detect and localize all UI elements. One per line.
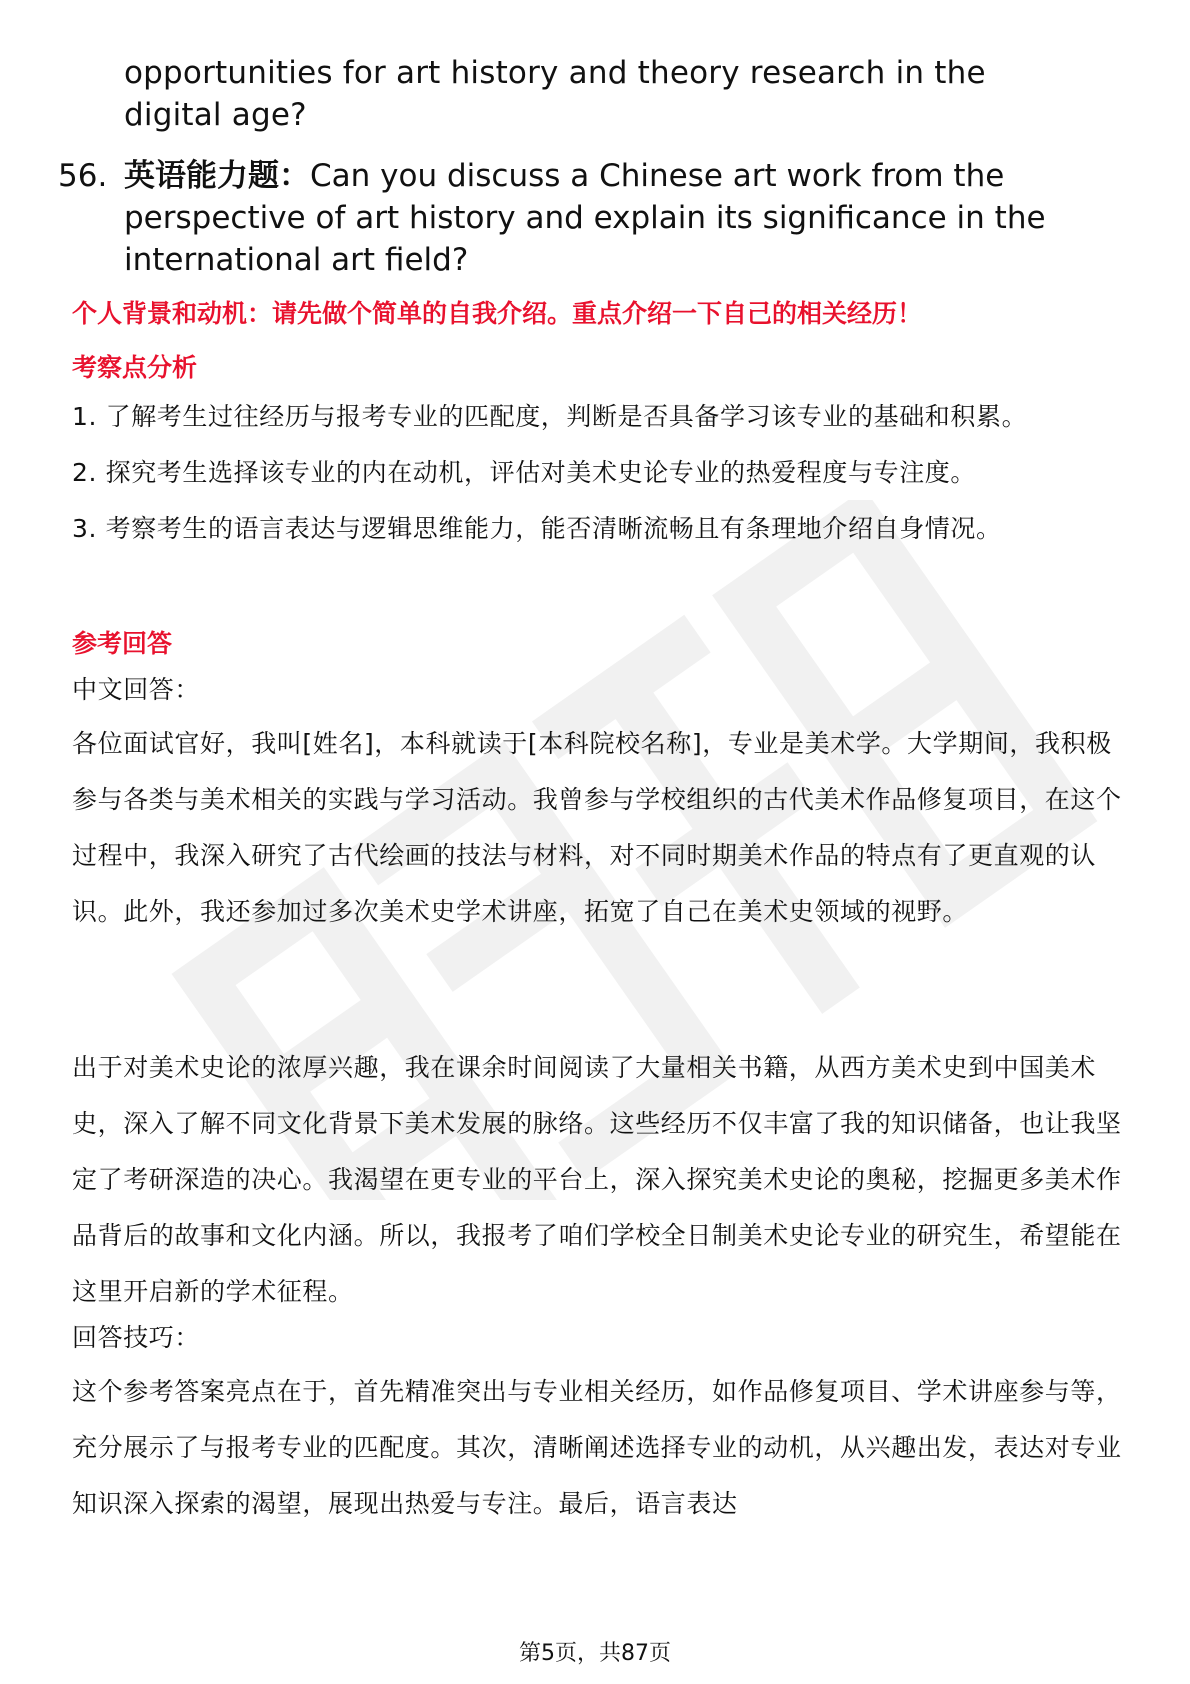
tips-text: 这个参考答案亮点在于，首先精准突出与专业相关经历，如作品修复项目、学术讲座参与等，充分展示了与报考专业的匹配度。其次，清晰阐述选择专业的动机，从兴趣出发，表达对专业知识深入探索的渴望，展现出热爱与专注。最后，语言表达 xyxy=(72,1377,1122,1518)
background-heading: 个人背景和动机：请先做个简单的自我介绍。重点介绍一下自己的相关经历！ xyxy=(72,299,923,328)
question-body: Can you discuss a Chinese art work from the perspective of art history and explain its significance in the international art field? xyxy=(124,158,1046,278)
analysis-heading: 考察点分析 xyxy=(72,353,198,382)
question-56 xyxy=(58,155,1098,281)
analysis-points xyxy=(72,389,1122,557)
analysis-point: 2. 探究考生选择该专业的内在动机，评估对美术史论专业的热爱程度与专注度。 xyxy=(72,458,977,487)
analysis-point: 1. 了解考生过往经历与报考专业的匹配度，判断是否具备学习该专业的基础和积累。 xyxy=(72,402,1028,431)
page-footer: 第5页，共87页 xyxy=(519,1641,671,1666)
chinese-answer-label: 中文回答： xyxy=(72,675,201,704)
question-number: 56. xyxy=(58,158,108,194)
reference-heading: 参考回答 xyxy=(72,629,173,658)
question-text xyxy=(124,155,1084,281)
answer-paragraph-2: 出于对美术史论的浓厚兴趣，我在课余时间阅读了大量相关书籍，从西方美术史到中国美术史，深入了解不同文化背景下美术发展的脉络。这些经历不仅丰富了我的知识储备，也让我坚定了考研深造的决心。我渴望在更专业的平台上，深入探究美术史论的奥秘，挖掘更多美术作品背后的故事和文化内涵。所以，我报考了咱们学校全日制美术史论专业的研究生，希望能在这里开启新的学术征程。 xyxy=(72,1053,1122,1306)
analysis-point: 3. 考察考生的语言表达与逻辑思维能力，能否清晰流畅且有条理地介绍自身情况。 xyxy=(72,514,1002,543)
question-prefix: 英语能力题： xyxy=(124,158,310,194)
question-continued-text: opportunities for art history and theory research in the digital age? xyxy=(124,55,986,133)
answer-paragraph-1: 各位面试官好，我叫[姓名]，本科就读于[本科院校名称]，专业是美术学。大学期间，我积极参与各类与美术相关的实践与学习活动。我曾参与学校组织的古代美术作品修复项目，在这个过程中，我深入研究了古代绘画的技法与材料，对不同时期美术作品的特点有了更直观的认识。此外，我还参加过多次美术史学术讲座，拓宽了自己在美术史领域的视野。 xyxy=(72,729,1122,926)
tips-label: 回答技巧： xyxy=(72,1323,201,1352)
